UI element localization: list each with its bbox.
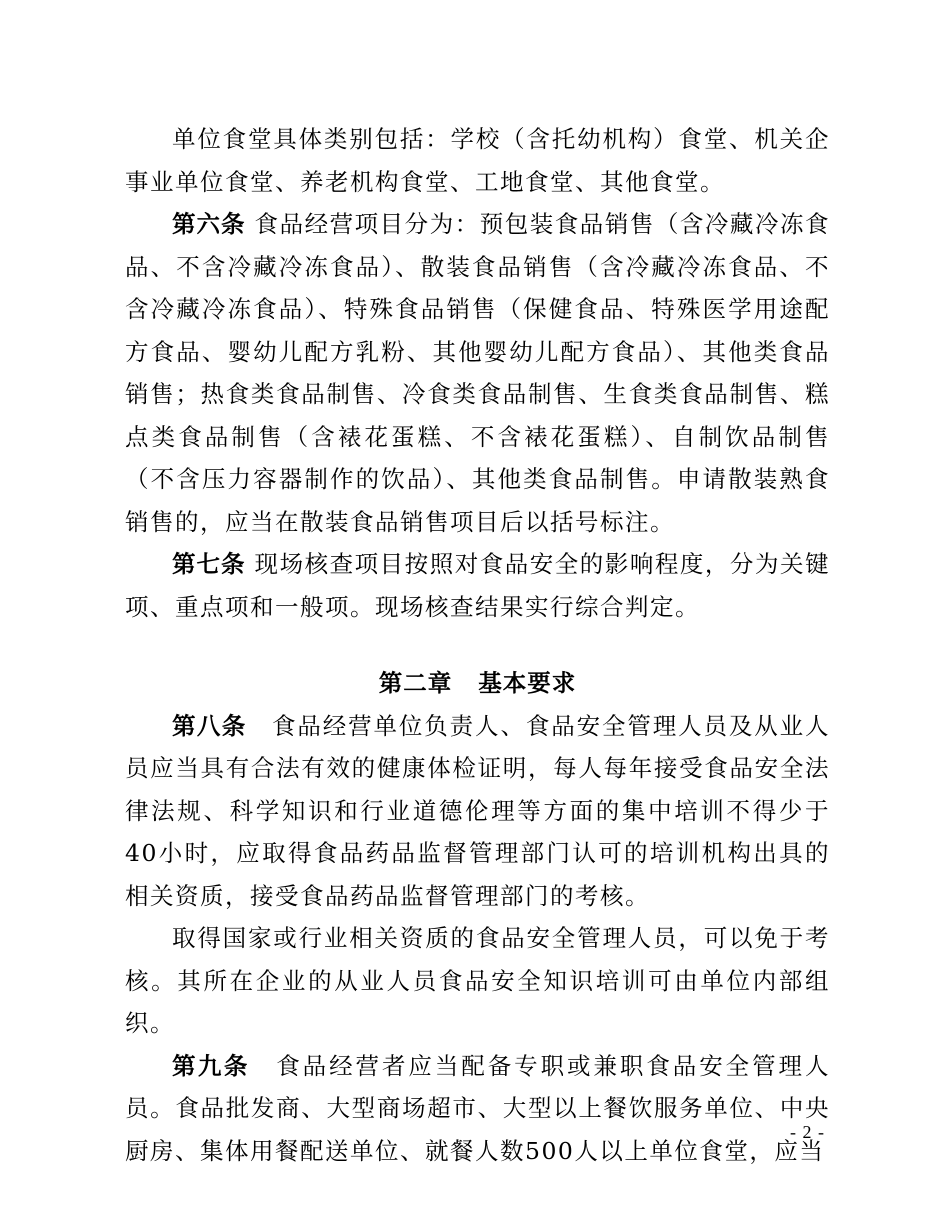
paragraph-canteen-categories — [125, 118, 830, 203]
page-number: - 2 - — [790, 1122, 825, 1142]
paragraph-text: 取得国家或行业相关资质的食品安全管理人员，可以免于考核。其所在企业的从业人员食品安全知识培训可由单位内部组织。 — [125, 924, 830, 1037]
paragraph-qualified-personnel — [125, 917, 830, 1045]
chapter-number: 第二章 — [378, 669, 453, 697]
article-8-heading: 第八条 — [172, 711, 247, 740]
article-7-text: 现场核查项目按照对食品安全的影响程度，分为关键项、重点项和一般项。现场核查结果实行综合判定。 — [125, 550, 830, 621]
article-6-text: 食品经营项目分为：预包装食品销售（含冷藏冷冻食品、不含冷藏冷冻食品）、散装食品销售（含冷藏冷冻食品、不含冷藏冷冻食品）、特殊食品销售（保健食品、特殊医学用途配方食品、婴幼儿配方乳粉、其他婴幼儿配方食品）、其他类食品销售；热食类食品制售、冷食类食品制售、生食类食品制售、糕点类食品制售（含裱花蛋糕、不含裱花蛋糕）、自制饮品制售（不含压力容器制作的饮品）、其他类食品制售。申请散装熟食销售的，应当在散装食品销售项目后以括号标注。 — [125, 210, 830, 536]
document-page — [125, 118, 830, 1172]
article-8 — [125, 705, 830, 918]
article-6-heading: 第六条 — [172, 210, 246, 238]
chapter-heading — [125, 662, 830, 705]
article-7-heading: 第七条 — [172, 550, 246, 578]
chapter-title: 基本要求 — [478, 669, 577, 697]
article-9 — [125, 1045, 830, 1173]
article-6 — [125, 203, 830, 543]
article-9-text: 食品经营者应当配备专职或兼职食品安全管理人员。食品批发商、大型商场超市、大型以上餐饮服务单位、中央厨房、集体用餐配送单位、就餐人数500人以上单位食堂，应当 — [125, 1051, 830, 1165]
article-7 — [125, 543, 830, 628]
article-8-text: 食品经营单位负责人、食品安全管理人员及从业人员应当具有合法有效的健康体检证明，每人每年接受食品安全法律法规、科学知识和行业道德伦理等方面的集中培训不得少于40小时，应取得食品药品监督管理部门认可的培训机构出具的相关资质，接受食品药品监督管理部门的考核。 — [125, 711, 830, 910]
paragraph-text: 单位食堂具体类别包括：学校（含托幼机构）食堂、机关企事业单位食堂、养老机构食堂、工地食堂、其他食堂。 — [125, 125, 830, 196]
article-9-heading: 第九条 — [172, 1051, 250, 1080]
